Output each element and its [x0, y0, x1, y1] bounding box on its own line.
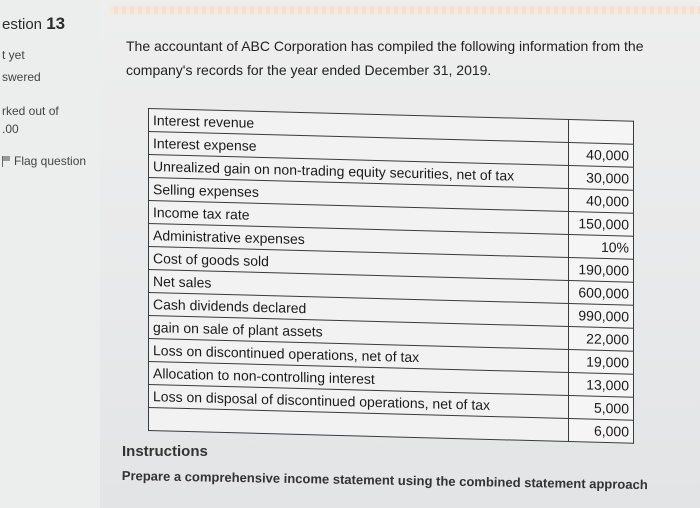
row-label: Cost of goods sold — [149, 247, 569, 281]
row-value: 5,000 — [569, 396, 634, 421]
row-label: gain on sale of plant assets — [149, 316, 569, 350]
row-value: 990,000 — [569, 304, 634, 329]
row-label: Net sales — [149, 270, 569, 304]
row-label: Interest revenue — [149, 109, 569, 143]
question-intro-text: The accountant of ABC Corporation has compiled the following information from the company's records for the year ended December 31, 2019. — [126, 38, 644, 78]
row-label: Loss on discontinued operations, net of tax — [149, 339, 569, 373]
status-line-2: swered — [2, 70, 41, 84]
row-value: 22,000 — [569, 327, 634, 352]
instructions-text: Prepare a comprehensive income statement using the combined statement approach — [121, 468, 648, 493]
data-table — [148, 108, 634, 444]
row-label: Loss on disposal of discontinued operations, net of tax — [149, 385, 569, 419]
row-value: 600,000 — [569, 281, 634, 306]
flag-question-label: Flag question — [14, 154, 87, 168]
row-label: Administrative expenses — [149, 224, 569, 258]
marked-line-1: rked out of — [2, 104, 59, 118]
row-label: Cash dividends declared — [149, 293, 569, 327]
row-value: 10% — [569, 235, 634, 260]
status-line-1: t yet — [2, 48, 25, 62]
question-info-sidebar — [0, 0, 100, 508]
row-label: Allocation to non-controlling interest — [149, 362, 569, 396]
row-label: Income tax rate — [149, 201, 569, 235]
instructions-heading: Instructions — [122, 443, 208, 460]
flag-question-link[interactable] — [2, 154, 86, 168]
row-value: 13,000 — [569, 373, 634, 398]
row-value: 190,000 — [569, 258, 634, 283]
question-number — [2, 14, 65, 34]
row-value: 150,000 — [569, 212, 634, 237]
row-value: 19,000 — [569, 350, 634, 375]
question-label: estion — [2, 16, 43, 33]
question-number-value: 13 — [46, 14, 66, 33]
row-label: Interest expense — [149, 132, 569, 166]
row-value: 6,000 — [569, 419, 634, 444]
row-value — [569, 120, 634, 145]
row-value: 40,000 — [569, 189, 634, 214]
marked-line-2: .00 — [2, 122, 19, 136]
row-label: Unrealized gain on non-trading equity securities, net of tax — [149, 155, 569, 189]
flag-icon — [2, 156, 11, 167]
decorative-top-bar — [110, 6, 700, 14]
row-value: 30,000 — [569, 166, 634, 191]
row-value: 40,000 — [569, 143, 634, 168]
row-label: Selling expenses — [149, 178, 569, 212]
